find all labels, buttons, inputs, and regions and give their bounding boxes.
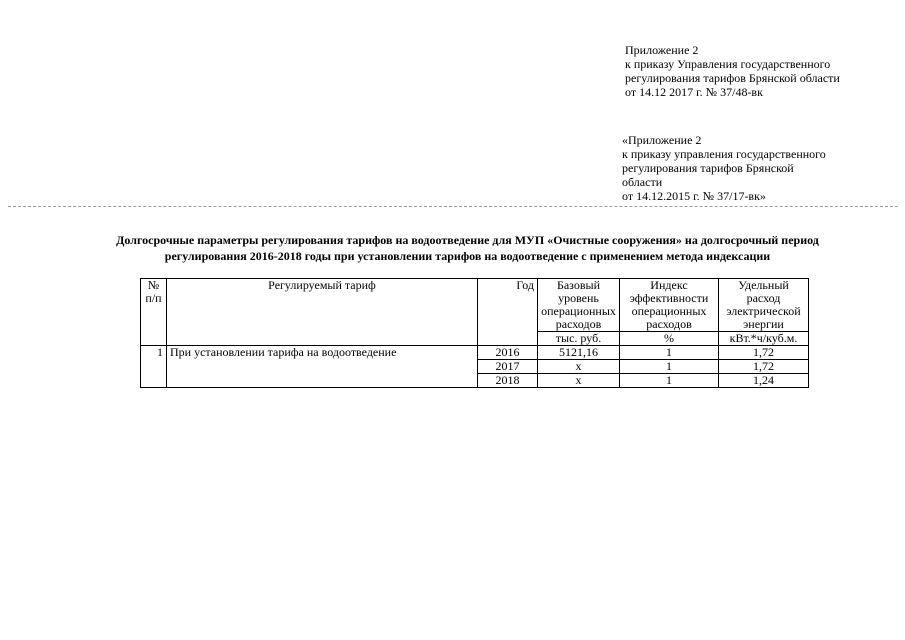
cell-energy: 1,24	[719, 374, 809, 388]
document-title: Долгосрочные параметры регулирования тарифов на водоотведение для МУП «Очистные сооружения» на долгосрочный период регулирования 2016-2018 годы при установлении тарифов на водоотведение с применением метода индексации	[116, 233, 819, 263]
cell-base: 5121,16	[538, 346, 620, 360]
cell-index: 1	[620, 374, 719, 388]
table-header-row	[141, 279, 809, 332]
cell-year: 2017	[478, 360, 538, 374]
cell-energy: 1,72	[719, 346, 809, 360]
appendix-current-text: Приложение 2 к приказу Управления государственного регулирования тарифов Брянской области от 14.12 2017 г. № 37/48-вк	[625, 43, 840, 99]
header-energy: Удельный расход электрической энергии	[719, 279, 809, 332]
unit-base: тыс. руб.	[538, 332, 620, 346]
cell-base: х	[538, 360, 620, 374]
header-num: № п/п	[141, 279, 167, 346]
appendix-previous-text: «Приложение 2 к приказу управления государственного регулирования тарифов Брянской области от 14.12.2015 г. № 37/17-вк»	[622, 133, 826, 203]
page-divider	[8, 206, 898, 207]
row-num: 1	[141, 346, 167, 388]
cell-index: 1	[620, 360, 719, 374]
cell-year: 2016	[478, 346, 538, 360]
cell-base: х	[538, 374, 620, 388]
unit-energy: кВт.*ч/куб.м.	[719, 332, 809, 346]
table-row	[141, 346, 809, 360]
header-year: Год	[478, 279, 538, 346]
cell-energy: 1,72	[719, 360, 809, 374]
parameters-table	[140, 278, 809, 388]
row-tariff: При установлении тарифа на водоотведение	[167, 346, 478, 388]
header-index: Индекс эффективности операционных расходов	[620, 279, 719, 332]
cell-index: 1	[620, 346, 719, 360]
header-tariff: Регулируемый тариф	[167, 279, 478, 346]
header-base: Базовый уровень операционных расходов	[538, 279, 620, 332]
unit-index: %	[620, 332, 719, 346]
cell-year: 2018	[478, 374, 538, 388]
